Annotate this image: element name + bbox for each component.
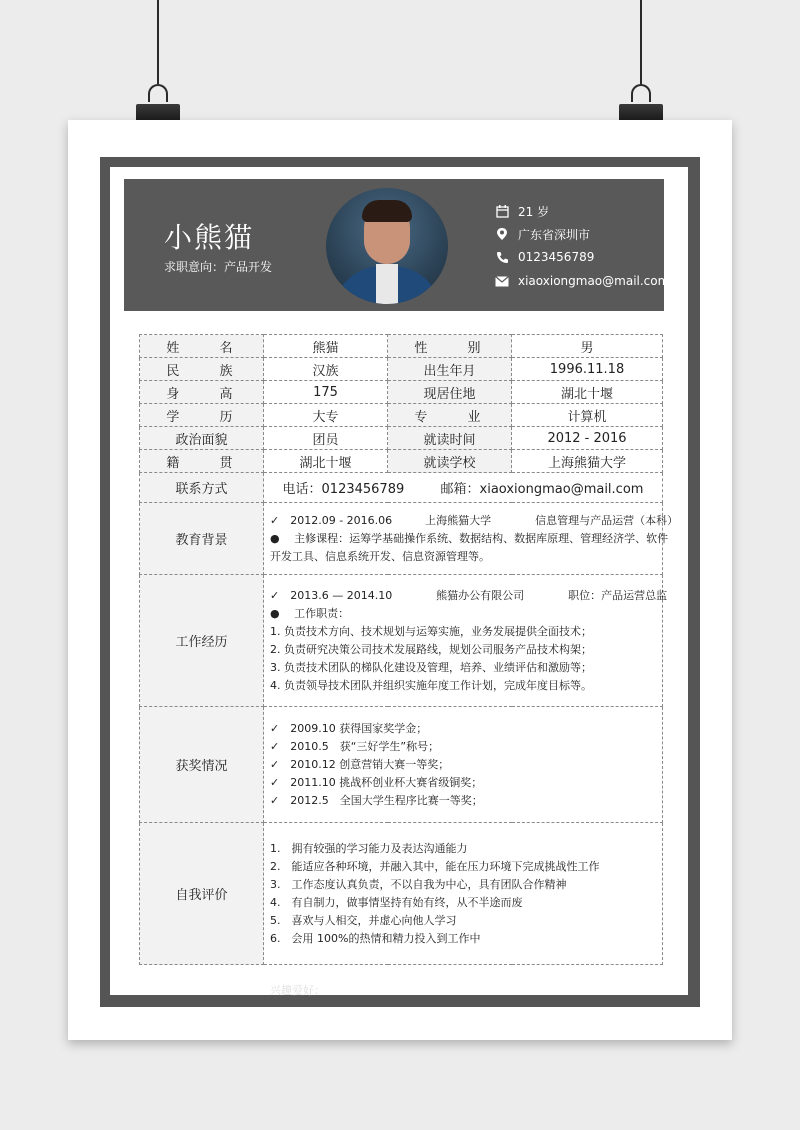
education-label: 学 历 [140, 404, 264, 427]
name-value: 熊猫 [264, 335, 388, 358]
job-intent: 求职意向：产品开发 [164, 260, 273, 274]
birth-label: 出生年月 [388, 358, 512, 381]
table-row [140, 335, 663, 358]
education-section [140, 503, 663, 575]
self-evaluation-label: 自我评价 [140, 823, 264, 965]
location-pin-icon [494, 227, 510, 241]
email-info [494, 272, 669, 290]
award-line: ✓ 2010.12 创意营销大赛一等奖； [270, 757, 450, 771]
ethnic-label: 民 族 [140, 358, 264, 381]
name-label: 姓 名 [140, 335, 264, 358]
height-value: 175 [264, 381, 388, 404]
major-label: 专 业 [388, 404, 512, 427]
table-row [140, 473, 663, 503]
period-label: 就读时间 [388, 427, 512, 450]
work-section [140, 575, 663, 707]
ethnic-value: 汉族 [264, 358, 388, 381]
self-evaluation-line: 1. 拥有较强的学习能力及表达沟通能力 [270, 841, 468, 855]
table-row [140, 381, 663, 404]
work-content [264, 575, 668, 707]
work-section-label: 工作经历 [140, 575, 264, 707]
birth-value: 1996.11.18 [512, 358, 663, 381]
work-line: ● 工作职责： [270, 606, 350, 620]
education-value: 大专 [264, 404, 388, 427]
self-evaluation-line: 4. 有自制力，做事情坚持有始有终，从不半途而废 [270, 895, 523, 909]
phone-info [494, 248, 594, 266]
email-text: xiaoxiongmao@mail.com [518, 274, 670, 288]
work-line: 2. 负责研究决策公司技术发展路线，规划公司服务产品技术构架； [270, 642, 592, 656]
education-line: ✓ 2012.09 - 2016.06 上海熊猫大学 信息管理与产品运营（本科） [270, 513, 679, 527]
hanging-wire-right [640, 0, 642, 84]
height-label: 身 高 [140, 381, 264, 404]
education-content [264, 503, 679, 575]
native-value: 湖北十堰 [264, 450, 388, 473]
self-evaluation-line: 6. 会用 100%的热情和精力投入到工作中 [270, 931, 481, 945]
table-row [140, 450, 663, 473]
school-label: 就读学校 [388, 450, 512, 473]
contact-email: 邮箱：xiaoxiongmao@mail.com [440, 482, 644, 497]
awards-section-label: 获奖情况 [140, 707, 264, 823]
award-line: ✓ 2010.5 获“三好学生”称号； [270, 739, 440, 753]
award-line: ✓ 2012.5 全国大学生程序比赛一等奖； [270, 793, 483, 807]
location-text: 广东省深圳市 [518, 227, 591, 242]
profile-photo [326, 188, 448, 304]
work-line: 3. 负责技术团队的梯队化建设及管理，培养、业绩评估和激励等； [270, 660, 592, 674]
awards-content [264, 707, 663, 823]
award-line: ✓ 2009.10 获得国家奖学金； [270, 721, 428, 735]
gender-label: 性 别 [388, 335, 512, 358]
native-label: 籍 贯 [140, 450, 264, 473]
phone-text: 0123456789 [518, 250, 595, 264]
work-line: 1. 负责技术方向、技术规划与运筹实施，业务发展提供全面技术； [270, 624, 592, 638]
school-value: 上海熊猫大学 [512, 450, 663, 473]
period-value: 2012 - 2016 [512, 427, 663, 450]
age-info [494, 202, 549, 220]
work-line: 4. 负责领导技术团队并组织实施年度工作计划，完成年度目标等。 [270, 678, 592, 692]
education-section-label: 教育背景 [140, 503, 264, 575]
envelope-icon [494, 274, 510, 288]
major-value: 计算机 [512, 404, 663, 427]
self-evaluation-line: 5. 喜欢与人相交，并虚心向他人学习 [270, 913, 457, 927]
table-row [140, 404, 663, 427]
awards-section [140, 707, 663, 823]
work-line: ✓ 2013.6 — 2014.10 熊猫办公有限公司 职位：产品运营总监 [270, 588, 668, 602]
contact-value [264, 473, 663, 503]
education-line: ● 主修课程：运筹学基础操作系统、数据结构、数据库原理、管理经济学、软件 [270, 531, 669, 545]
table-row [140, 427, 663, 450]
hanging-wire-left [157, 0, 159, 84]
location-info [494, 225, 590, 243]
table-row [140, 358, 663, 381]
contact-label: 联系方式 [140, 473, 264, 503]
hobbies-ghost-label: 兴趣爱好： [270, 984, 325, 997]
self-evaluation-line: 3. 工作态度认真负责，不以自我为中心，具有团队合作精神 [270, 877, 567, 891]
gender-value: 男 [512, 335, 663, 358]
politics-value: 团员 [264, 427, 388, 450]
self-evaluation-content [264, 823, 663, 965]
age-text: 21 岁 [518, 204, 550, 219]
politics-label: 政治面貌 [140, 427, 264, 450]
phone-icon [494, 250, 510, 264]
residence-label: 现居住地 [388, 381, 512, 404]
contact-phone: 电话：0123456789 [282, 482, 405, 497]
education-line: 开发工具、信息系统开发、信息资源管理等。 [270, 549, 490, 563]
calendar-icon [494, 204, 510, 218]
self-evaluation-section [140, 823, 663, 965]
candidate-name: 小熊猫 [164, 221, 255, 254]
self-evaluation-line: 2. 能适应各种环境，并融入其中，能在压力环境下完成挑战性工作 [270, 859, 600, 873]
award-line: ✓ 2011.10 挑战杯创业杯大赛省级铜奖； [270, 775, 483, 789]
resume-table [139, 334, 679, 965]
residence-value: 湖北十堰 [512, 381, 663, 404]
